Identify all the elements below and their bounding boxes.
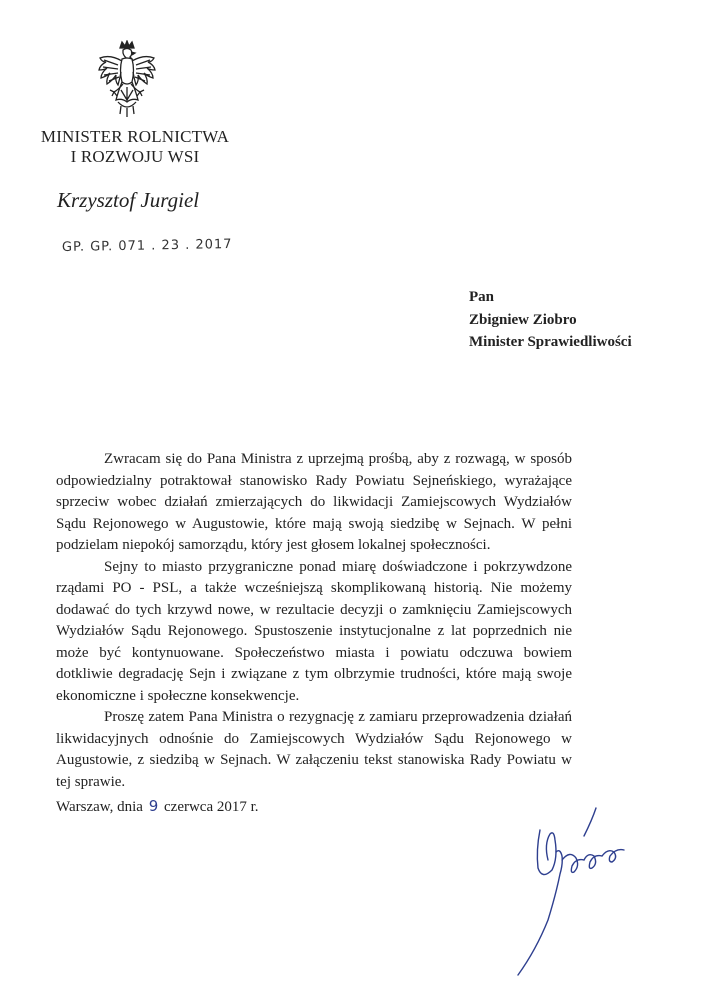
date-prefix: Warszaw, dnia — [56, 799, 143, 815]
date-suffix: czerwca 2017 r. — [164, 799, 259, 815]
body-paragraph-3: Proszę zatem Pana Ministra o rezygnację z zamiaru przeprowadzenia działań likwidacyjnych odnośnie do Zamiejscowych Wydziałów Sądu Rejonowego w Augustowie, z siedzibą w Sejnach. W załączeniu tekst stanowiska Rady Powiatu w tej sprawie. — [56, 709, 572, 790]
reference-number: GP. GP. 071 . 23 . 2017 — [61, 237, 233, 255]
date-line — [56, 797, 259, 816]
ministry-line-2: I ROZWOJU WSI — [70, 147, 200, 166]
white-eagle-emblem-icon — [96, 40, 158, 120]
minister-name: Krzysztof Jurgiel — [57, 188, 200, 212]
addressee-salutation: Pan — [469, 289, 495, 305]
addressee-title: Minister Sprawiedliwości — [469, 334, 632, 350]
ministry-name — [40, 127, 230, 167]
addressee-name: Zbigniew Ziobro — [469, 311, 577, 328]
letter-body — [56, 449, 572, 793]
handwritten-signature-icon — [500, 800, 640, 980]
body-paragraph-2: Sejny to miasto przygraniczne ponad miarę doświadczone i pokrzywdzone rządami PO - PSL, a także wcześniejszą skomplikowaną historią. Nie możemy dodawać do tych krzywd nowe, w rezultacie decyzji o zamknięciu Zamiejscowych Wydziałów Sądu Rejonowego. Spustoszenie instytucjonalne z lat poprzednich nie może być kontynuowane. Społeczeństwo miasta i powiatu odczuwa bowiem dotkliwie degradację Sejn i związane z tym olbrzymie trudności, które mają swoje ekonomiczne i społeczne konsekwencje. — [56, 558, 572, 704]
ministry-line-1: MINISTER ROLNICTWA — [40, 127, 230, 146]
addressee-block — [469, 286, 632, 354]
date-day-handwritten: 9 — [148, 797, 159, 815]
body-paragraph-1: Zwracam się do Pana Ministra z uprzejmą prośbą, aby z rozwagą, w sposób odpowiedzialny potraktował stanowisko Rady Powiatu Sejneńskiego, wyrażające sprzeciw wobec działań zmierzających do likwidacji Zamiejscowych Wydziałów Sądu Rejonowego w Augustowie, które mają swoją siedzibę w Sejnach. W pełni podzielam niepokój samorządu, który jest głosem lokalnej społeczności. — [56, 451, 572, 553]
